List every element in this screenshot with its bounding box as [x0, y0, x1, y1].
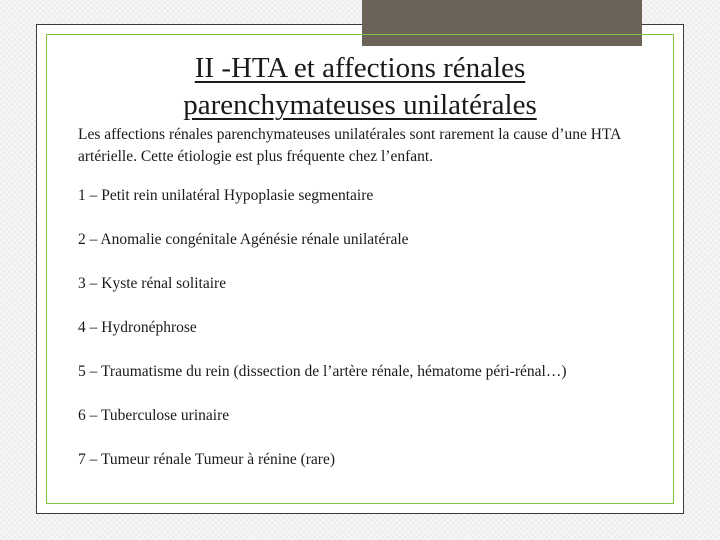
slide-content [78, 124, 663, 493]
list-item-number: 4 [78, 319, 86, 336]
list-item-number: 3 [78, 275, 86, 292]
list-item-number: 7 [78, 451, 86, 468]
list-item-number: 6 [78, 407, 86, 424]
intro-paragraph: Les affections rénales parenchymateuses unilatérales sont rarement la cause d’une HTA artérielle. Cette étiologie est plus fréquente chez l’enfant. [78, 126, 621, 165]
list-item: 2 – Anomalie congénitale Agénésie rénale unilatérale [78, 231, 409, 248]
list-item: 3 – Kyste rénal solitaire [78, 275, 227, 292]
list-item-number: 5 [78, 363, 86, 380]
list-item-text: Traumatisme du rein (dissection de l’artère rénale, hématome péri-rénal…) [100, 363, 567, 380]
list-item: 1 – Petit rein unilatéral Hypoplasie segmentaire [78, 187, 374, 204]
list-item-text: Kyste rénal solitaire [101, 275, 227, 292]
top-tab-decoration [362, 0, 642, 46]
list-item-text: Anomalie congénitale Agénésie rénale unilatérale [100, 231, 409, 248]
list-item-text: Tumeur rénale Tumeur à rénine (rare) [100, 451, 335, 468]
list-item-text: Hydronéphrose [101, 319, 197, 336]
slide-title [60, 50, 660, 124]
title-line-1: II -HTA et affections rénales [194, 52, 526, 84]
list-item-number: 1 [78, 187, 86, 204]
list-item: 7 – Tumeur rénale Tumeur à rénine (rare) [78, 451, 335, 468]
list-item-text: Tuberculose urinaire [100, 407, 230, 424]
list-item-number: 2 [78, 231, 86, 248]
list-item: 6 – Tuberculose urinaire [78, 407, 230, 424]
list-item: 5 – Traumatisme du rein (dissection de l’artère rénale, hématome péri-rénal…) [78, 363, 567, 380]
list-item-text: Petit rein unilatéral Hypoplasie segmentaire [101, 187, 374, 204]
title-line-2: parenchymateuses unilatérales [183, 89, 537, 121]
list-item: 4 – Hydronéphrose [78, 319, 197, 336]
